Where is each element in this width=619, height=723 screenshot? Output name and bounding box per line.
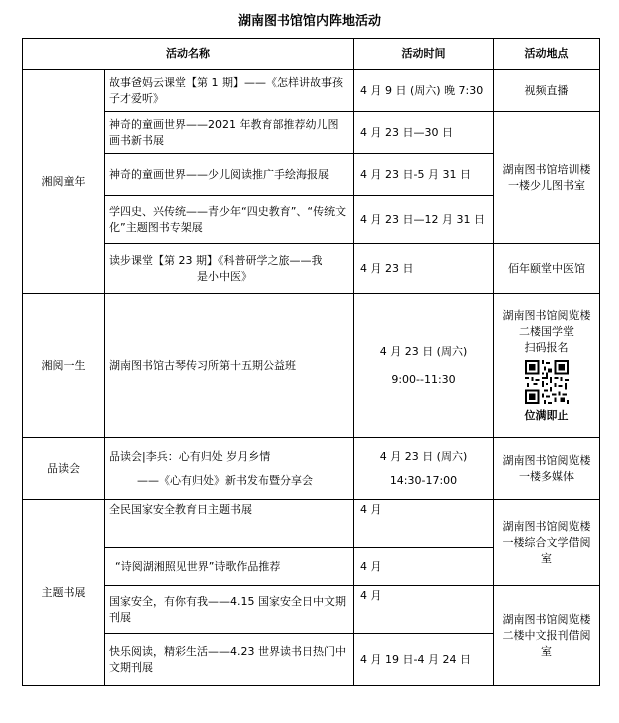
activity-name-line1: 品读会|李兵：心有归处 岁月乡情 [109,449,271,463]
table-row [23,500,600,548]
activity-name: 全民国家安全教育日主题书展 [105,500,354,548]
category-cell: 湘阅童年 [23,70,105,294]
activity-time: 4 月 9 日 (周六) 晚 7:30 [354,70,494,112]
place-line3: 位满即止 [524,408,569,422]
category-cell: 湘阅一生 [23,294,105,438]
activity-time: 4 月 [354,548,494,586]
table-row [23,70,600,112]
place-line1: 湖南图书馆阅览楼二楼国学堂 [502,308,591,338]
header-place: 活动地点 [494,39,600,70]
table-row [23,244,600,294]
activity-place: 湖南图书馆阅览楼一楼综合文学借阅室 [494,500,600,586]
activity-time: 4 月 23 日—30 日 [354,112,494,154]
category-cell: 品读会 [23,438,105,500]
activity-place: 湖南图书馆阅览楼二楼中文报刊借阅室 [494,586,600,686]
activity-time-line2: 9:00--11:30 [391,372,456,386]
activity-time: 4 月 [354,586,494,634]
activity-place: 湖南图书馆培训楼一楼少儿图书室 [494,112,600,244]
activity-time: 4 月 23 日—12 月 31 日 [354,196,494,244]
qr-code-icon[interactable] [525,360,569,404]
activity-name: 学四史、兴传统——青少年“四史教育”、“传统文化”主题图书专架展 [105,196,354,244]
place-line2: 扫码报名 [524,340,569,354]
activity-time: 4 月 [354,500,494,548]
activity-name: 故事爸妈云课堂【第 1 期】——《怎样讲故事孩子才爱听》 [105,70,354,112]
activity-place: 湖南图书馆阅览楼一楼多媒体 [494,438,600,500]
activity-name-line2: ——《心有归处》新书发布暨分享会 [137,473,313,487]
activity-name-line1: 读步课堂【第 23 期】《科普研学之旅——我 [109,253,323,267]
activity-time: 4 月 23 日 [354,244,494,294]
activity-name [105,244,354,294]
activity-time-line2: 14:30-17:00 [389,473,458,487]
activity-name [105,438,354,500]
category-cell: 主题书展 [23,500,105,686]
activity-time [354,438,494,500]
activity-name: 快乐阅读，精彩生活——4.23 世界读书日热门中文期刊展 [105,634,354,686]
activity-time [354,294,494,438]
page-title: 湖南图书馆馆内阵地活动 [237,14,381,29]
activity-place: 视频直播 [494,70,600,112]
activity-table [22,38,600,686]
header-time: 活动时间 [354,39,494,70]
activity-place [494,294,600,438]
header-name: 活动名称 [23,39,354,70]
table-row [23,112,600,154]
table-row [23,586,600,634]
activity-name: 神奇的童画世界——2021 年教育部推荐幼儿图画书新书展 [105,112,354,154]
activity-name: 国家安全，有你有我——4.15 国家安全日中文期刊展 [105,586,354,634]
activity-place: 佰年颐堂中医馆 [494,244,600,294]
activity-name: 神奇的童画世界——少儿阅读推广手绘海报展 [105,154,354,196]
header-row [23,39,600,70]
activity-time-line1: 4 月 23 日 (周六) [379,449,468,463]
activity-time: 4 月 23 日-5 月 31 日 [354,154,494,196]
table-row [23,294,600,438]
activity-name: 湖南图书馆古琴传习所第十五期公益班 [105,294,354,438]
activity-name-line2: 是小中医》 [197,269,252,283]
activity-time-line1: 4 月 23 日 (周六) [379,344,468,358]
table-row [23,438,600,500]
activity-name: “诗阅湖湘照见世界”诗歌作品推荐 [105,548,354,586]
activity-time: 4 月 19 日-4 月 24 日 [354,634,494,686]
